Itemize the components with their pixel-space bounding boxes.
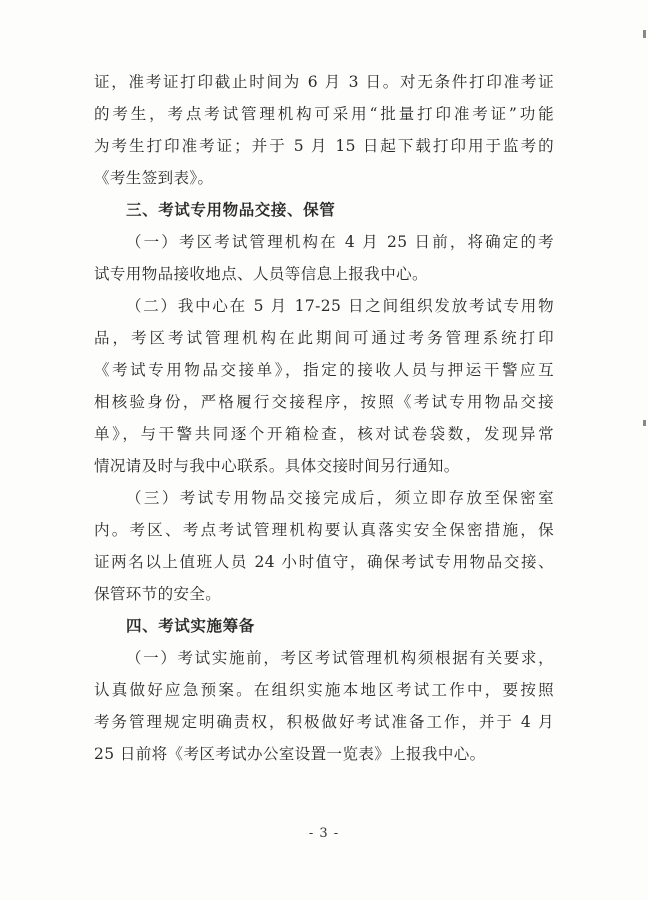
- body-line: 为考生打印准考证；并于 5 月 15 日起下载打印用于监考的: [94, 137, 554, 155]
- body-line: 品，考区考试管理机构在此期间可通过考务管理系统打印: [94, 329, 554, 347]
- body-line: （三）考试专用物品交接完成后，须立即存放至保密室: [126, 489, 554, 507]
- page-number: - 3 -: [308, 826, 340, 841]
- scan-edge-mark: [643, 420, 646, 426]
- body-line: 25 日前将《考区考试办公室设置一览表》上报我中心。: [94, 745, 486, 763]
- body-line: 《考生签到表》。: [94, 169, 214, 187]
- body-line: （一）考试实施前，考区考试管理机构须根据有关要求，: [126, 649, 554, 667]
- body-line: 保管环节的安全。: [94, 585, 222, 603]
- body-line: 《考试专用物品交接单》，指定的接收人员与押运干警应互: [94, 361, 554, 379]
- body-line: 的考生，考点考试管理机构可采用“批量打印准考证”功能: [94, 105, 554, 123]
- scan-edge-mark: [643, 30, 646, 38]
- document-body: [94, 66, 554, 770]
- body-line: 考务管理规定明确责权，积极做好考试准备工作，并于 4 月: [94, 713, 554, 731]
- body-line: 试专用物品接收地点、人员等信息上报我中心。: [94, 265, 428, 283]
- section-heading: 三、考试专用物品交接、保管: [126, 201, 336, 219]
- body-line: （二）我中心在 5 月 17-25 日之间组织发放考试专用物: [126, 297, 554, 315]
- body-line: 证，准考证打印截止时间为 6 月 3 日。对无条件打印准考证: [94, 73, 554, 91]
- body-line: 相核验身份，严格履行交接程序，按照《考试专用物品交接: [94, 393, 554, 411]
- body-line: 情况请及时与我中心联系。具体交接时间另行通知。: [94, 457, 460, 475]
- body-line: 认真做好应急预案。在组织实施本地区考试工作中，要按照: [94, 681, 554, 699]
- body-line: 内。考区、考点考试管理机构要认真落实安全保密措施，保: [94, 521, 554, 539]
- section-heading: 四、考试实施筹备: [126, 617, 255, 635]
- body-line: 证两名以上值班人员 24 小时值守，确保考试专用物品交接、: [94, 553, 554, 571]
- body-line: （一）考区考试管理机构在 4 月 25 日前，将确定的考: [126, 233, 554, 251]
- body-line: 单》，与干警共同逐个开箱检查，核对试卷袋数，发现异常: [94, 425, 554, 443]
